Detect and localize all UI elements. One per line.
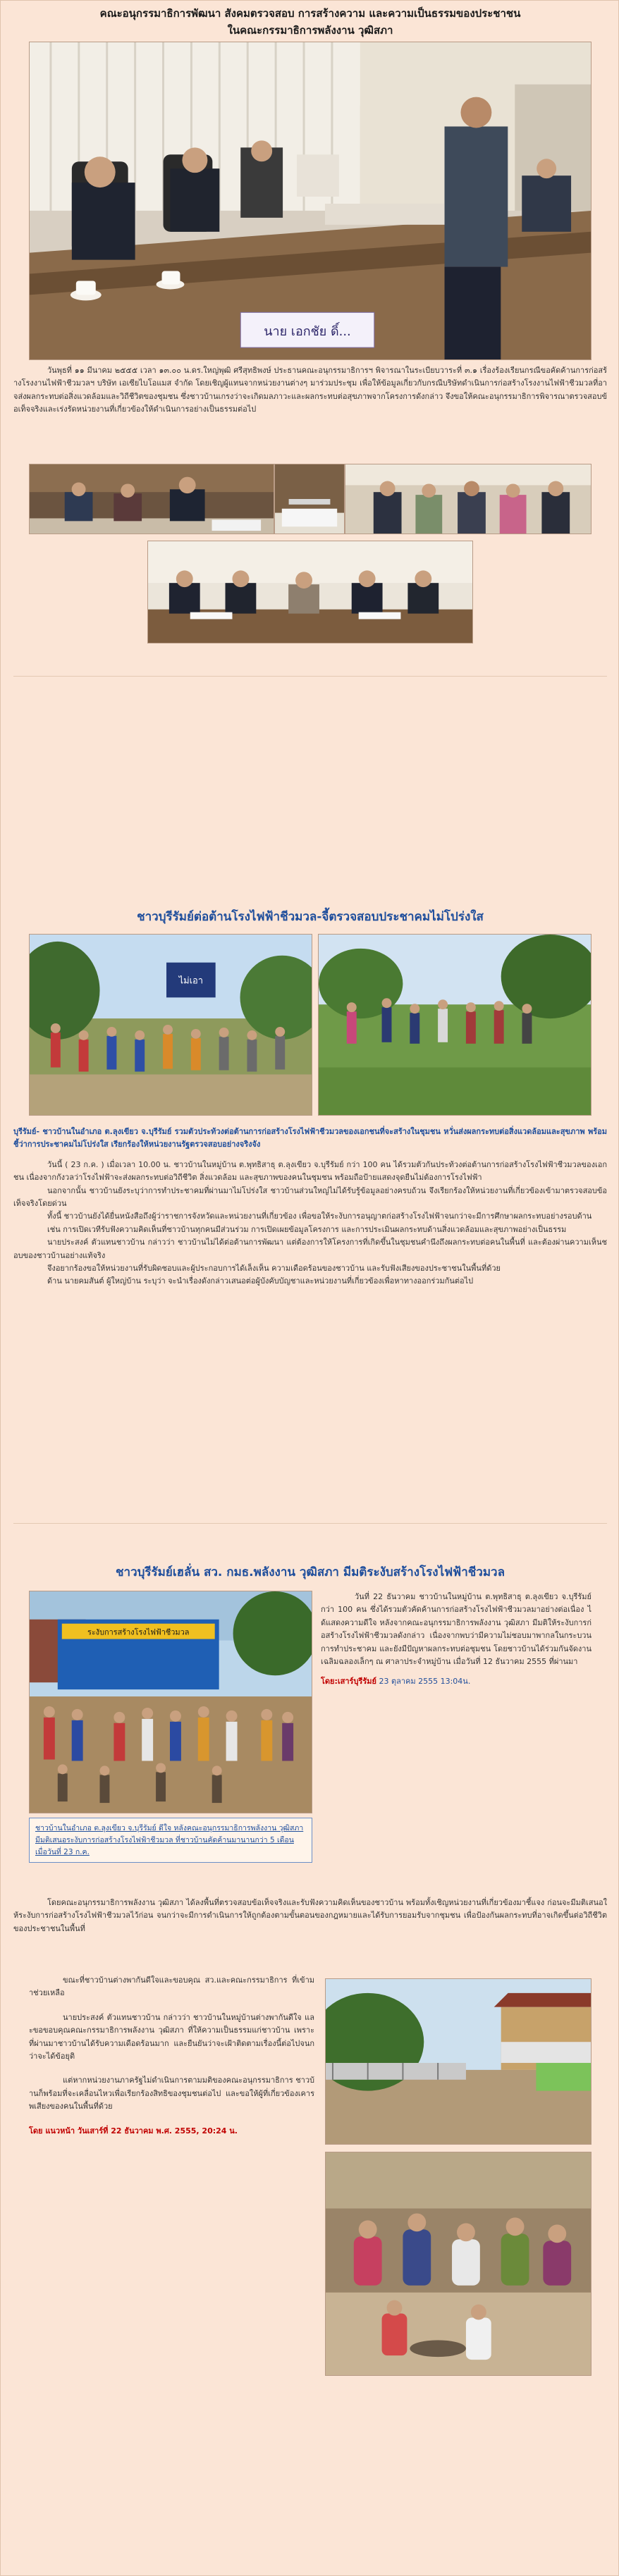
section2-lead-text: - ชาวบ้านในอำเภอ ต.ลุงเขียว จ.บุรีรัมย์ รวมตัวประท้วงต่อต้านการก่อสร้างโรงไฟฟ้าชีวมวลของเอกชนที่จะสร้างในชุมชน หวั่นส่งผลกระทบต่อสิ่งแวดล้อมและสุขภาพ พร้อมชี้ว่าการประชาคมไม่โปร่งใส เรียกร้องให้หน่วยงานรัฐตรวจสอบอย่างจริงจัง	[13, 1127, 607, 1150]
section1-body	[13, 364, 607, 417]
villagers-gathering-photo	[325, 2152, 592, 2376]
meeting-room-photo	[29, 42, 592, 360]
section2-lead-place: บุรีรัมย์	[13, 1127, 37, 1136]
protest-photo-right	[318, 934, 592, 1116]
section-divider-1	[13, 676, 607, 677]
section2-lead	[13, 1126, 607, 1152]
celebration-caption: ชาวบ้านในอำเภอ ต.ลุงเขียว จ.บุรีรัมย์ ดีใจ หลังคณะอนุกรรมาธิการพลังงาน วุฒิสภา มีมติเสนอระงับการก่อสร้างโรงไฟฟ้าชีวมวล ที่ชาวบ้านคัดค้านมานานกว่า 5 เดือน เมื่อวันที่ 23 ก.ค.	[29, 1818, 312, 1863]
section2-paragraph-3: ทั้งนี้ ชาวบ้านยังได้ยื่นหนังสือถึงผู้ว่าราชการจังหวัดและหน่วยงานที่เกี่ยวข้อง เพื่อขอให้ระงับการอนุญาตก่อสร้างโรงไฟฟ้าจนกว่าจะมีการศึกษาผลกระทบอย่างรอบด้าน	[47, 1212, 592, 1221]
committee-table-photo	[147, 541, 473, 643]
meeting-nameplate: นาย เอกชัย ดิ์...	[264, 324, 351, 340]
section2-paragraph-1: วันนี้ ( 23 ก.ค. ) เมื่อเวลา 10.00 น. ชาวบ้านในหมู่บ้าน ต.พุทธิสาธุ ต.ลุงเขียว จ.บุรีรัมย์ กว่า 100 คน ได้รวมตัวกันประท้วงต่อต้านการก่อสร้างโรงไฟฟ้าชีวมวลของเอกชน เนื่องจากกังวลว่าโรงไฟฟ้าจะส่งผลกระทบต่อวิถีชีวิต สิ่งแวดล้อม และสุขภาพของคนในชุมชน พร้อมถือป้ายแสดงจุดยืนไม่ต้องการโรงไฟฟ้า	[13, 1159, 607, 1183]
protest-photo-left	[29, 934, 312, 1116]
section-senate-meeting	[13, 5, 607, 39]
section3-paragraph-3: นายประสงค์ ตัวแทนชาวบ้าน กล่าวว่า ชาวบ้านในหมู่บ้านต่างพากันดีใจ และขอขอบคุณคณะกรรมาธิการพลังงาน วุฒิสภา ที่ให้ความเป็นธรรมแก่ชาวบ้าน เพราะที่ผ่านมาชาวบ้านได้รับความเดือดร้อนมาก และยืนยันว่าจะเฝ้าติดตามเรื่องนี้ต่อไปจนกว่าจะได้ข้อยุติ	[29, 2012, 314, 2062]
section-divider-2	[13, 1523, 607, 1524]
village-road-photo	[325, 1978, 592, 2145]
section3-right-text: วันที่ 22 ธันวาคม ชาวบ้านในหมู่บ้าน ต.พุทธิสาธุ ต.ลุงเขียว จ.บุรีรัมย์ กว่า 100 คน ซึ่งได้รวมตัวคัดค้านการก่อสร้างโรงไฟฟ้าชีวมวลมาอย่างต่อเนื่อง ได้แสดงความดีใจ หลังจากคณะอนุกรรมาธิการพลังงาน วุฒิสภา มีมติให้ระงับการก่อสร้างโรงไฟฟ้าชีวมวลดังกล่าว เนื่องจากพบว่ามีความไม่ชอบมาพากลในกระบวนการทำประชาคม และยังมีปัญหาผลกระทบต่อชุมชน โดยชาวบ้านได้ร่วมกันจัดงานเฉลิมฉลองเล็กๆ ณ ศาลาประจำหมู่บ้าน เมื่อวันที่ 12 ธันวาคม 2555 ที่ผ่านมา	[321, 1592, 592, 1667]
section3-paragraph-2: ขณะที่ชาวบ้านต่างพากันดีใจและขอบคุณ สว.และคณะกรรมาธิการ ที่เข้ามาช่วยเหลือ	[29, 1976, 314, 1998]
celebration-photo	[29, 1591, 312, 1813]
section3-left-column	[29, 1974, 314, 2138]
section3-credit-2-label: โดย แนวหน้า วันเสาร์ที่ 22 ธันวาคม พ.ศ. 2555, 20:24 น.	[29, 2126, 238, 2136]
section2-body	[13, 1126, 607, 1288]
celebration-banner: ระงับการสร้างโรงไฟฟ้าชีวมวล	[87, 1627, 190, 1637]
section1-heading-line1: คณะอนุกรรมาธิการพัฒนา สังคมตรวจสอบ การสร้างความ และความเป็นธรรมของประชาชน	[99, 7, 521, 20]
section3-heading: ชาวบุรีรัมย์เฮลั่น สว. กมธ.พลังงาน วุฒิสภา มีมติระงับสร้างโรงไฟฟ้าชีวมวล	[115, 1565, 505, 1579]
section3-paragraph-4: แต่หากหน่วยงานภาครัฐไม่ดำเนินการตามมติของคณะอนุกรรมาธิการ ชาวบ้านก็พร้อมที่จะเคลื่อนไหวเพื่อเรียกร้องสิทธิของชุมชนต่อไป และขอให้ผู้ที่เกี่ยวข้องเคารพเสียงของคนในพื้นที่ด้วย	[29, 2076, 314, 2112]
section2-heading: ชาวบุรีรัมย์ต่อต้านโรงไฟฟ้าชีวมวล-จี้ตรวจสอบประชาคมไม่โปร่งใส	[137, 910, 484, 924]
section3-right-column	[321, 1591, 592, 1689]
section2-paragraph-6: จึงอยากร้องขอให้หน่วยงานที่รับผิดชอบและผู้ประกอบการได้เล็งเห็น ความเดือดร้อนของชาวบ้าน และรับฟังเสียงของประชาชนในพื้นที่ด้วย	[47, 1264, 501, 1274]
section3-body-full	[13, 1897, 607, 1935]
section3-credit-date: 23 ตุลาคม 2555 13:04น.	[379, 1677, 471, 1687]
section2-paragraph-2: นอกจากนั้น ชาวบ้านยังระบุว่าการทำประชาคมที่ผ่านมาไม่โปร่งใส ชาวบ้านส่วนใหญ่ไม่ได้รับรู้ข้อมูลอย่างครบถ้วน จึงเรียกร้องให้หน่วยงานที่เกี่ยวข้องเข้ามาตรวจสอบข้อเท็จจริงโดยด่วน	[13, 1185, 607, 1209]
section2-paragraph-4: เช่น การเปิดเวทีรับฟังความคิดเห็นที่ชาวบ้านทุกคนมีส่วนร่วม การเปิดเผยข้อมูลโครงการ และการประเมินผลกระทบด้านสิ่งแวดล้อมและสุขภาพอย่างเป็นธรรม	[47, 1224, 567, 1234]
section3-credit-2	[29, 2125, 314, 2138]
hearing-photo-middle	[274, 464, 345, 534]
hearing-photo-left	[29, 464, 274, 534]
section3-paragraph-1: โดยคณะอนุกรรมาธิการพลังงาน วุฒิสภา ได้ลงพื้นที่ตรวจสอบข้อเท็จจริงและรับฟังความคิดเห็นของชาวบ้าน พร้อมทั้งเชิญหน่วยงานที่เกี่ยวข้องมาชี้แจง ก่อนจะมีมติเสนอให้ระงับการก่อสร้างโรงไฟฟ้าชีวมวลไว้ก่อน จนกว่าจะมีการดำเนินการให้ถูกต้องตามขั้นตอนของกฎหมายและได้รับการยอมรับจากชุมชน เพื่อป้องกันผลกระทบที่อาจเกิดขึ้นต่อวิถีชีวิตของประชาชนในพื้นที่	[13, 1898, 607, 1933]
protest-sign: ไม่เอา	[178, 975, 204, 987]
section3-credit-label: โดย:เสาร์บุรีรัมย์	[321, 1677, 376, 1687]
section2-paragraph-5: นายประสงค์ ตัวแทนชาวบ้าน กล่าวว่า ชาวบ้านไม่ได้ต่อต้านการพัฒนา แต่ต้องการให้โครงการที่เกิดขึ้นในชุมชนคำนึงถึงผลกระทบต่อคนในพื้นที่ และต้องผ่านความเห็นชอบของชาวบ้านอย่างแท้จริง	[13, 1238, 607, 1260]
hearing-photo-right	[345, 464, 592, 534]
section1-body-text: วันพุธที่ ๑๑ มีนาคม ๒๕๕๕ เวลา ๑๓.๐๐ น.ดร.ใหญ่พุฒิ ศรีสุทธิพงษ์ ประธานคณะอนุกรรมาธิการฯ พิจารณาในระเบียบวาระที่ ๓.๑ เรื่องร้องเรียนกรณีขอคัดค้านการก่อสร้างโรงงานไฟฟ้าชีวมวลฯ บริษัท เอเซียไบโอแมส จำกัด โดยเชิญผู้แทนจากหน่วยงานต่างๆ มาร่วมประชุม เพื่อให้ข้อมูลเกี่ยวกับกรณีบริษัทดำเนินการก่อสร้างโรงงานไฟฟ้าชีวมวลที่อาจส่งผลกระทบต่อสิ่งแวดล้อมและวิถีชีวิตของชุมชน ซึ่งชาวบ้านเกรงว่าจะเกิดมลภาวะและผลกระทบต่อสุขภาพจากโครงการดังกล่าว จึงขอให้คณะอนุกรรมาธิการพิจารณาตรวจสอบข้อเท็จจริงและเร่งรัดหน่วยงานที่เกี่ยวข้องให้ดำเนินการอย่างเป็นธรรมต่อไป	[13, 366, 607, 414]
section3-credit	[321, 1675, 592, 1688]
section1-heading-line2: ในคณะกรรมาธิการพลังงาน วุฒิสภา	[227, 24, 393, 37]
section2-paragraph-7: ด้าน นายคมสันต์ ผู้ใหญ่บ้าน ระบุว่า จะนำเรื่องดังกล่าวเสนอต่อผู้บังคับบัญชาและหน่วยงานที่เกี่ยวข้องเพื่อหาทางออกร่วมกันต่อไป	[47, 1276, 474, 1286]
